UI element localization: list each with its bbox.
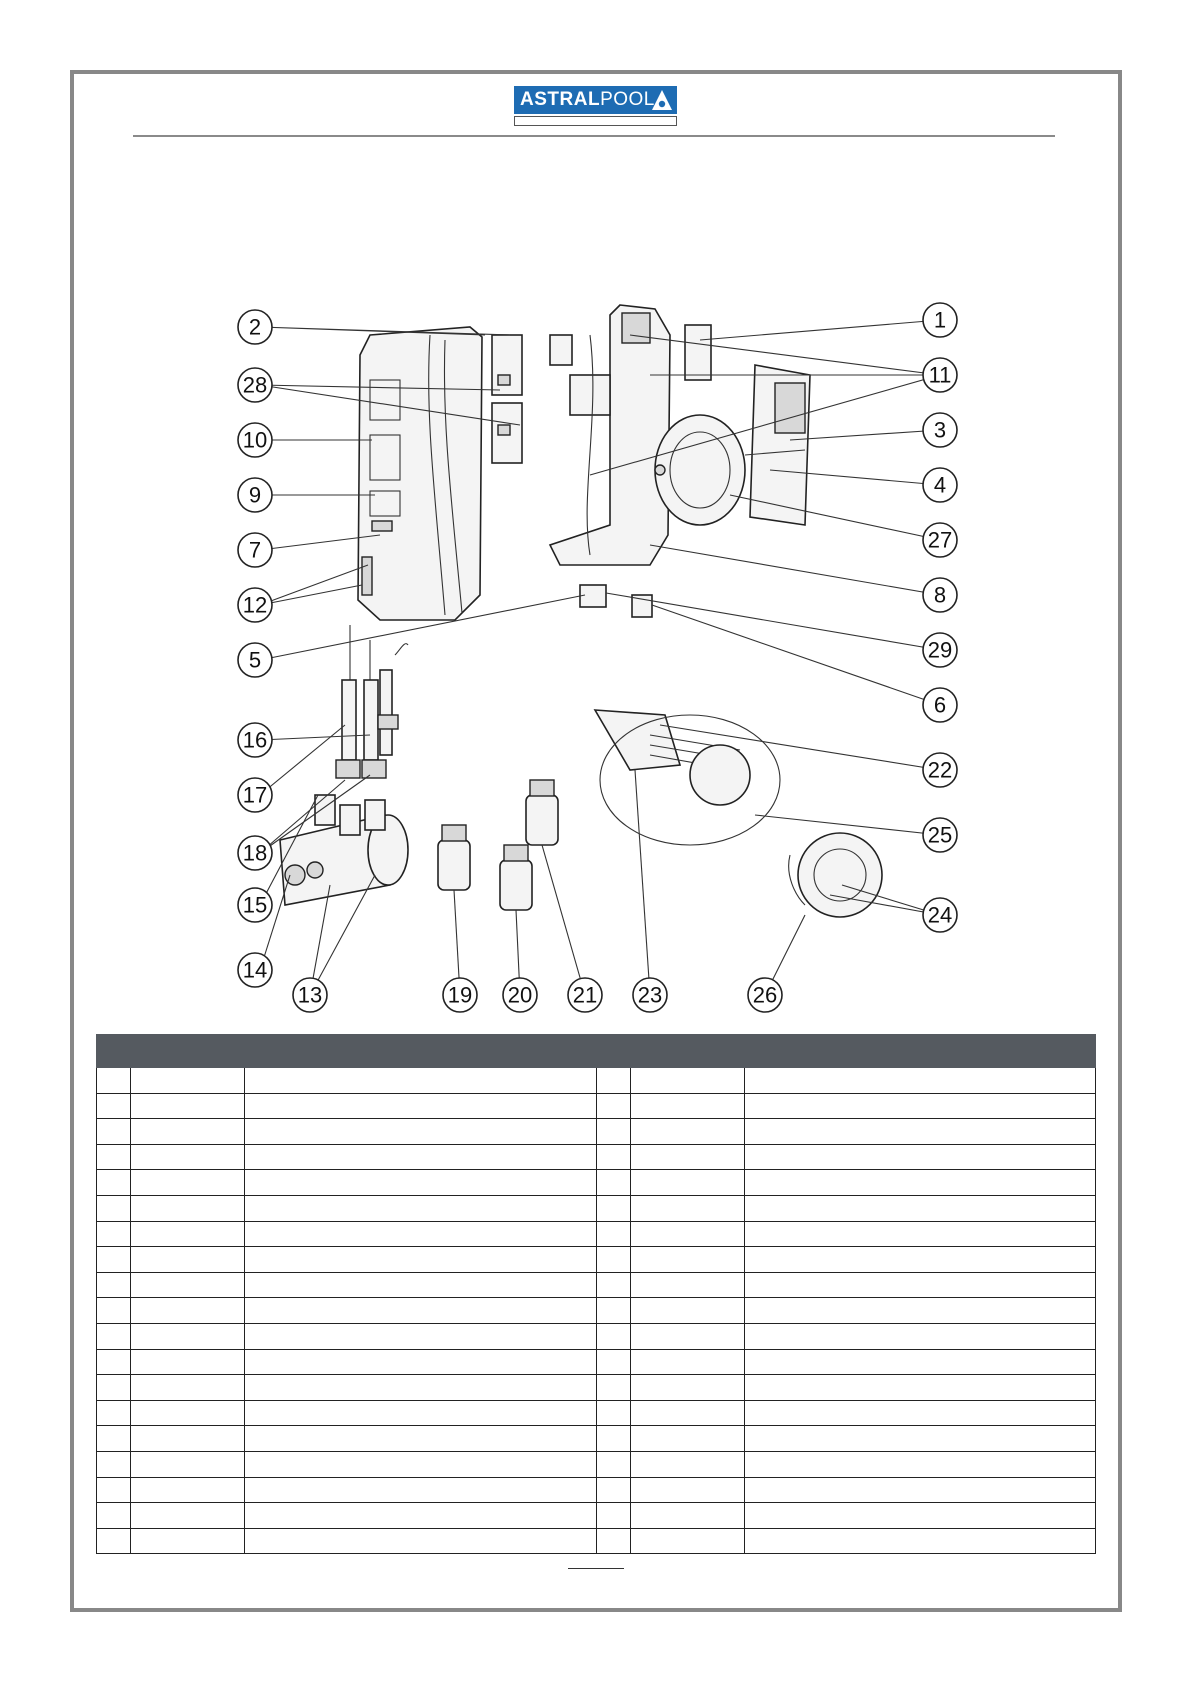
callout-7 [238, 533, 272, 567]
table-cell [631, 1323, 745, 1349]
table-cell [131, 1093, 245, 1119]
svg-text:25: 25 [927, 822, 953, 848]
table-cell [245, 1349, 597, 1375]
table-cell [245, 1068, 597, 1094]
table-cell [597, 1247, 631, 1273]
table-cell [97, 1477, 131, 1503]
table-cell [631, 1272, 745, 1298]
callout-11 [923, 358, 957, 392]
table-cell [631, 1170, 745, 1196]
table-cell [745, 1272, 1096, 1298]
table-cell [131, 1170, 245, 1196]
table-row [97, 1195, 1096, 1221]
table-cell [97, 1272, 131, 1298]
table-cell [131, 1477, 245, 1503]
svg-text:9: 9 [248, 482, 262, 508]
table-row [97, 1068, 1096, 1094]
table-row [97, 1451, 1096, 1477]
table-cell [131, 1068, 245, 1094]
table-row [97, 1119, 1096, 1145]
table-row [97, 1349, 1096, 1375]
table-cell [745, 1068, 1096, 1094]
callout-5 [238, 643, 272, 677]
page-number-line [568, 1568, 624, 1569]
callout-16 [238, 723, 272, 757]
svg-text:21: 21 [572, 982, 598, 1008]
svg-text:24: 24 [927, 902, 953, 928]
parts-table [96, 1034, 1096, 1554]
svg-text:10: 10 [242, 427, 268, 453]
table-cell [745, 1170, 1096, 1196]
table-cell [631, 1400, 745, 1426]
probes [336, 625, 408, 778]
callout-13 [293, 978, 327, 1012]
table-cell [245, 1093, 597, 1119]
table-cell [745, 1298, 1096, 1324]
table-cell [245, 1323, 597, 1349]
table-cell [245, 1477, 597, 1503]
table-cell [97, 1119, 131, 1145]
cable-glands [580, 585, 652, 617]
svg-text:16: 16 [242, 727, 268, 753]
callout-25 [923, 818, 957, 852]
table-cell [745, 1451, 1096, 1477]
parts-table-body [97, 1068, 1096, 1554]
callout-26 [748, 978, 782, 1012]
table-row [97, 1247, 1096, 1273]
table-cell [745, 1400, 1096, 1426]
table-cell [745, 1195, 1096, 1221]
table-cell [97, 1375, 131, 1401]
table-cell [597, 1298, 631, 1324]
callout-18 [238, 836, 272, 870]
table-cell [131, 1272, 245, 1298]
table-cell [631, 1068, 745, 1094]
table-row [97, 1144, 1096, 1170]
table-cell [631, 1451, 745, 1477]
table-row [97, 1426, 1096, 1452]
table-cell [131, 1375, 245, 1401]
logo-triangle-icon [651, 89, 673, 111]
callout-20 [503, 978, 537, 1012]
exploded-parts-diagram [230, 295, 970, 1015]
callout-28 [238, 368, 272, 402]
table-cell [245, 1451, 597, 1477]
table-cell [245, 1426, 597, 1452]
table-cell [631, 1247, 745, 1273]
table-row [97, 1528, 1096, 1554]
table-cell [631, 1477, 745, 1503]
table-row [97, 1272, 1096, 1298]
svg-text:12: 12 [242, 592, 268, 618]
svg-text:20: 20 [507, 982, 533, 1008]
table-row [97, 1375, 1096, 1401]
table-cell [745, 1426, 1096, 1452]
table-cell [745, 1119, 1096, 1145]
table-cell [631, 1503, 745, 1529]
table-cell [131, 1119, 245, 1145]
table-cell [597, 1119, 631, 1145]
table-cell [631, 1375, 745, 1401]
table-cell [131, 1144, 245, 1170]
table-cell [97, 1323, 131, 1349]
astralpool-logo [514, 86, 677, 114]
table-cell [597, 1093, 631, 1119]
callout-9 [238, 478, 272, 512]
table-cell [745, 1221, 1096, 1247]
svg-text:18: 18 [242, 840, 268, 866]
table-cell [97, 1093, 131, 1119]
table-cell [245, 1375, 597, 1401]
callout-19 [443, 978, 477, 1012]
svg-text:4: 4 [933, 472, 947, 498]
callout-2 [238, 310, 272, 344]
svg-text:1: 1 [933, 307, 947, 333]
svg-text:2: 2 [248, 314, 262, 340]
table-cell [131, 1195, 245, 1221]
table-cell [631, 1426, 745, 1452]
table-cell [745, 1477, 1096, 1503]
table-cell [97, 1426, 131, 1452]
table-cell [245, 1400, 597, 1426]
table-cell [631, 1298, 745, 1324]
table-cell [131, 1247, 245, 1273]
table-cell [631, 1349, 745, 1375]
table-cell [97, 1195, 131, 1221]
table-row [97, 1221, 1096, 1247]
callout-4 [923, 468, 957, 502]
svg-text:3: 3 [933, 417, 947, 443]
table-cell [745, 1144, 1096, 1170]
table-cell [245, 1247, 597, 1273]
table-cell [745, 1503, 1096, 1529]
svg-text:28: 28 [242, 372, 268, 398]
callout-29 [923, 633, 957, 667]
svg-text:14: 14 [242, 957, 268, 983]
callout-17 [238, 778, 272, 812]
table-cell [631, 1144, 745, 1170]
table-cell [597, 1503, 631, 1529]
svg-text:27: 27 [927, 527, 953, 553]
table-cell [745, 1247, 1096, 1273]
table-cell [245, 1119, 597, 1145]
svg-text:5: 5 [248, 647, 262, 673]
table-cell [631, 1093, 745, 1119]
svg-text:7: 7 [248, 537, 262, 563]
parts-table-header [97, 1035, 1096, 1068]
svg-text:22: 22 [927, 757, 953, 783]
table-cell [597, 1451, 631, 1477]
logo-light-text: POOL [600, 89, 655, 110]
table-row [97, 1400, 1096, 1426]
table-row [97, 1093, 1096, 1119]
table-cell [631, 1221, 745, 1247]
table-cell [597, 1323, 631, 1349]
callout-24 [923, 898, 957, 932]
table-cell [245, 1144, 597, 1170]
table-cell [745, 1349, 1096, 1375]
header-rule [133, 135, 1055, 137]
table-cell [631, 1119, 745, 1145]
table-row [97, 1170, 1096, 1196]
table-cell [597, 1426, 631, 1452]
table-cell [97, 1170, 131, 1196]
callout-27 [923, 523, 957, 557]
table-cell [245, 1221, 597, 1247]
table-cell [131, 1451, 245, 1477]
callout-3 [923, 413, 957, 447]
table-cell [131, 1349, 245, 1375]
table-cell [97, 1503, 131, 1529]
table-cell [97, 1247, 131, 1273]
table-cell [97, 1221, 131, 1247]
table-cell [131, 1298, 245, 1324]
table-cell [597, 1400, 631, 1426]
table-cell [245, 1195, 597, 1221]
table-cell [245, 1298, 597, 1324]
svg-text:17: 17 [242, 782, 268, 808]
table-cell [131, 1426, 245, 1452]
table-cell [131, 1503, 245, 1529]
logo-subtitle-box [514, 116, 677, 126]
table-cell [745, 1375, 1096, 1401]
callout-6 [923, 688, 957, 722]
back-housing [550, 305, 670, 565]
table-cell [745, 1323, 1096, 1349]
table-row [97, 1477, 1096, 1503]
table-cell [97, 1144, 131, 1170]
table-cell [97, 1451, 131, 1477]
svg-text:8: 8 [933, 582, 947, 608]
callout-10 [238, 423, 272, 457]
table-cell [97, 1068, 131, 1094]
table-cell [597, 1477, 631, 1503]
table-cell [597, 1375, 631, 1401]
table-cell [597, 1528, 631, 1554]
logo-bold-text: ASTRAL [520, 89, 601, 110]
table-cell [631, 1195, 745, 1221]
svg-text:19: 19 [447, 982, 473, 1008]
callout-1 [923, 303, 957, 337]
table-cell [245, 1170, 597, 1196]
table-cell [131, 1400, 245, 1426]
manifold-pipe [280, 795, 408, 905]
table-cell [597, 1221, 631, 1247]
svg-text:11: 11 [928, 362, 952, 388]
table-cell [631, 1528, 745, 1554]
table-cell [597, 1170, 631, 1196]
table-cell [131, 1221, 245, 1247]
callout-22 [923, 753, 957, 787]
table-row [97, 1323, 1096, 1349]
svg-text:15: 15 [242, 892, 268, 918]
calibration-bottles [438, 780, 558, 910]
table-row [97, 1503, 1096, 1529]
table-cell [597, 1068, 631, 1094]
svg-text:29: 29 [927, 637, 953, 663]
table-cell [597, 1144, 631, 1170]
front-cover [358, 327, 482, 620]
callout-23 [633, 978, 667, 1012]
table-cell [597, 1349, 631, 1375]
svg-text:23: 23 [637, 982, 663, 1008]
table-cell [245, 1272, 597, 1298]
callout-14 [238, 953, 272, 987]
table-cell [97, 1298, 131, 1324]
table-cell [97, 1528, 131, 1554]
table-cell [597, 1272, 631, 1298]
table-cell [97, 1400, 131, 1426]
table-cell [97, 1349, 131, 1375]
callout-21 [568, 978, 602, 1012]
table-cell [131, 1323, 245, 1349]
table-row [97, 1298, 1096, 1324]
table-cell [131, 1528, 245, 1554]
pcb-boards [492, 335, 522, 463]
svg-text:13: 13 [297, 982, 323, 1008]
table-cell [745, 1528, 1096, 1554]
callout-15 [238, 888, 272, 922]
callout-8 [923, 578, 957, 612]
table-cell [245, 1528, 597, 1554]
table-cell [597, 1195, 631, 1221]
svg-text:26: 26 [752, 982, 778, 1008]
svg-text:6: 6 [933, 692, 947, 718]
table-cell [245, 1503, 597, 1529]
callout-12 [238, 588, 272, 622]
table-cell [745, 1093, 1096, 1119]
